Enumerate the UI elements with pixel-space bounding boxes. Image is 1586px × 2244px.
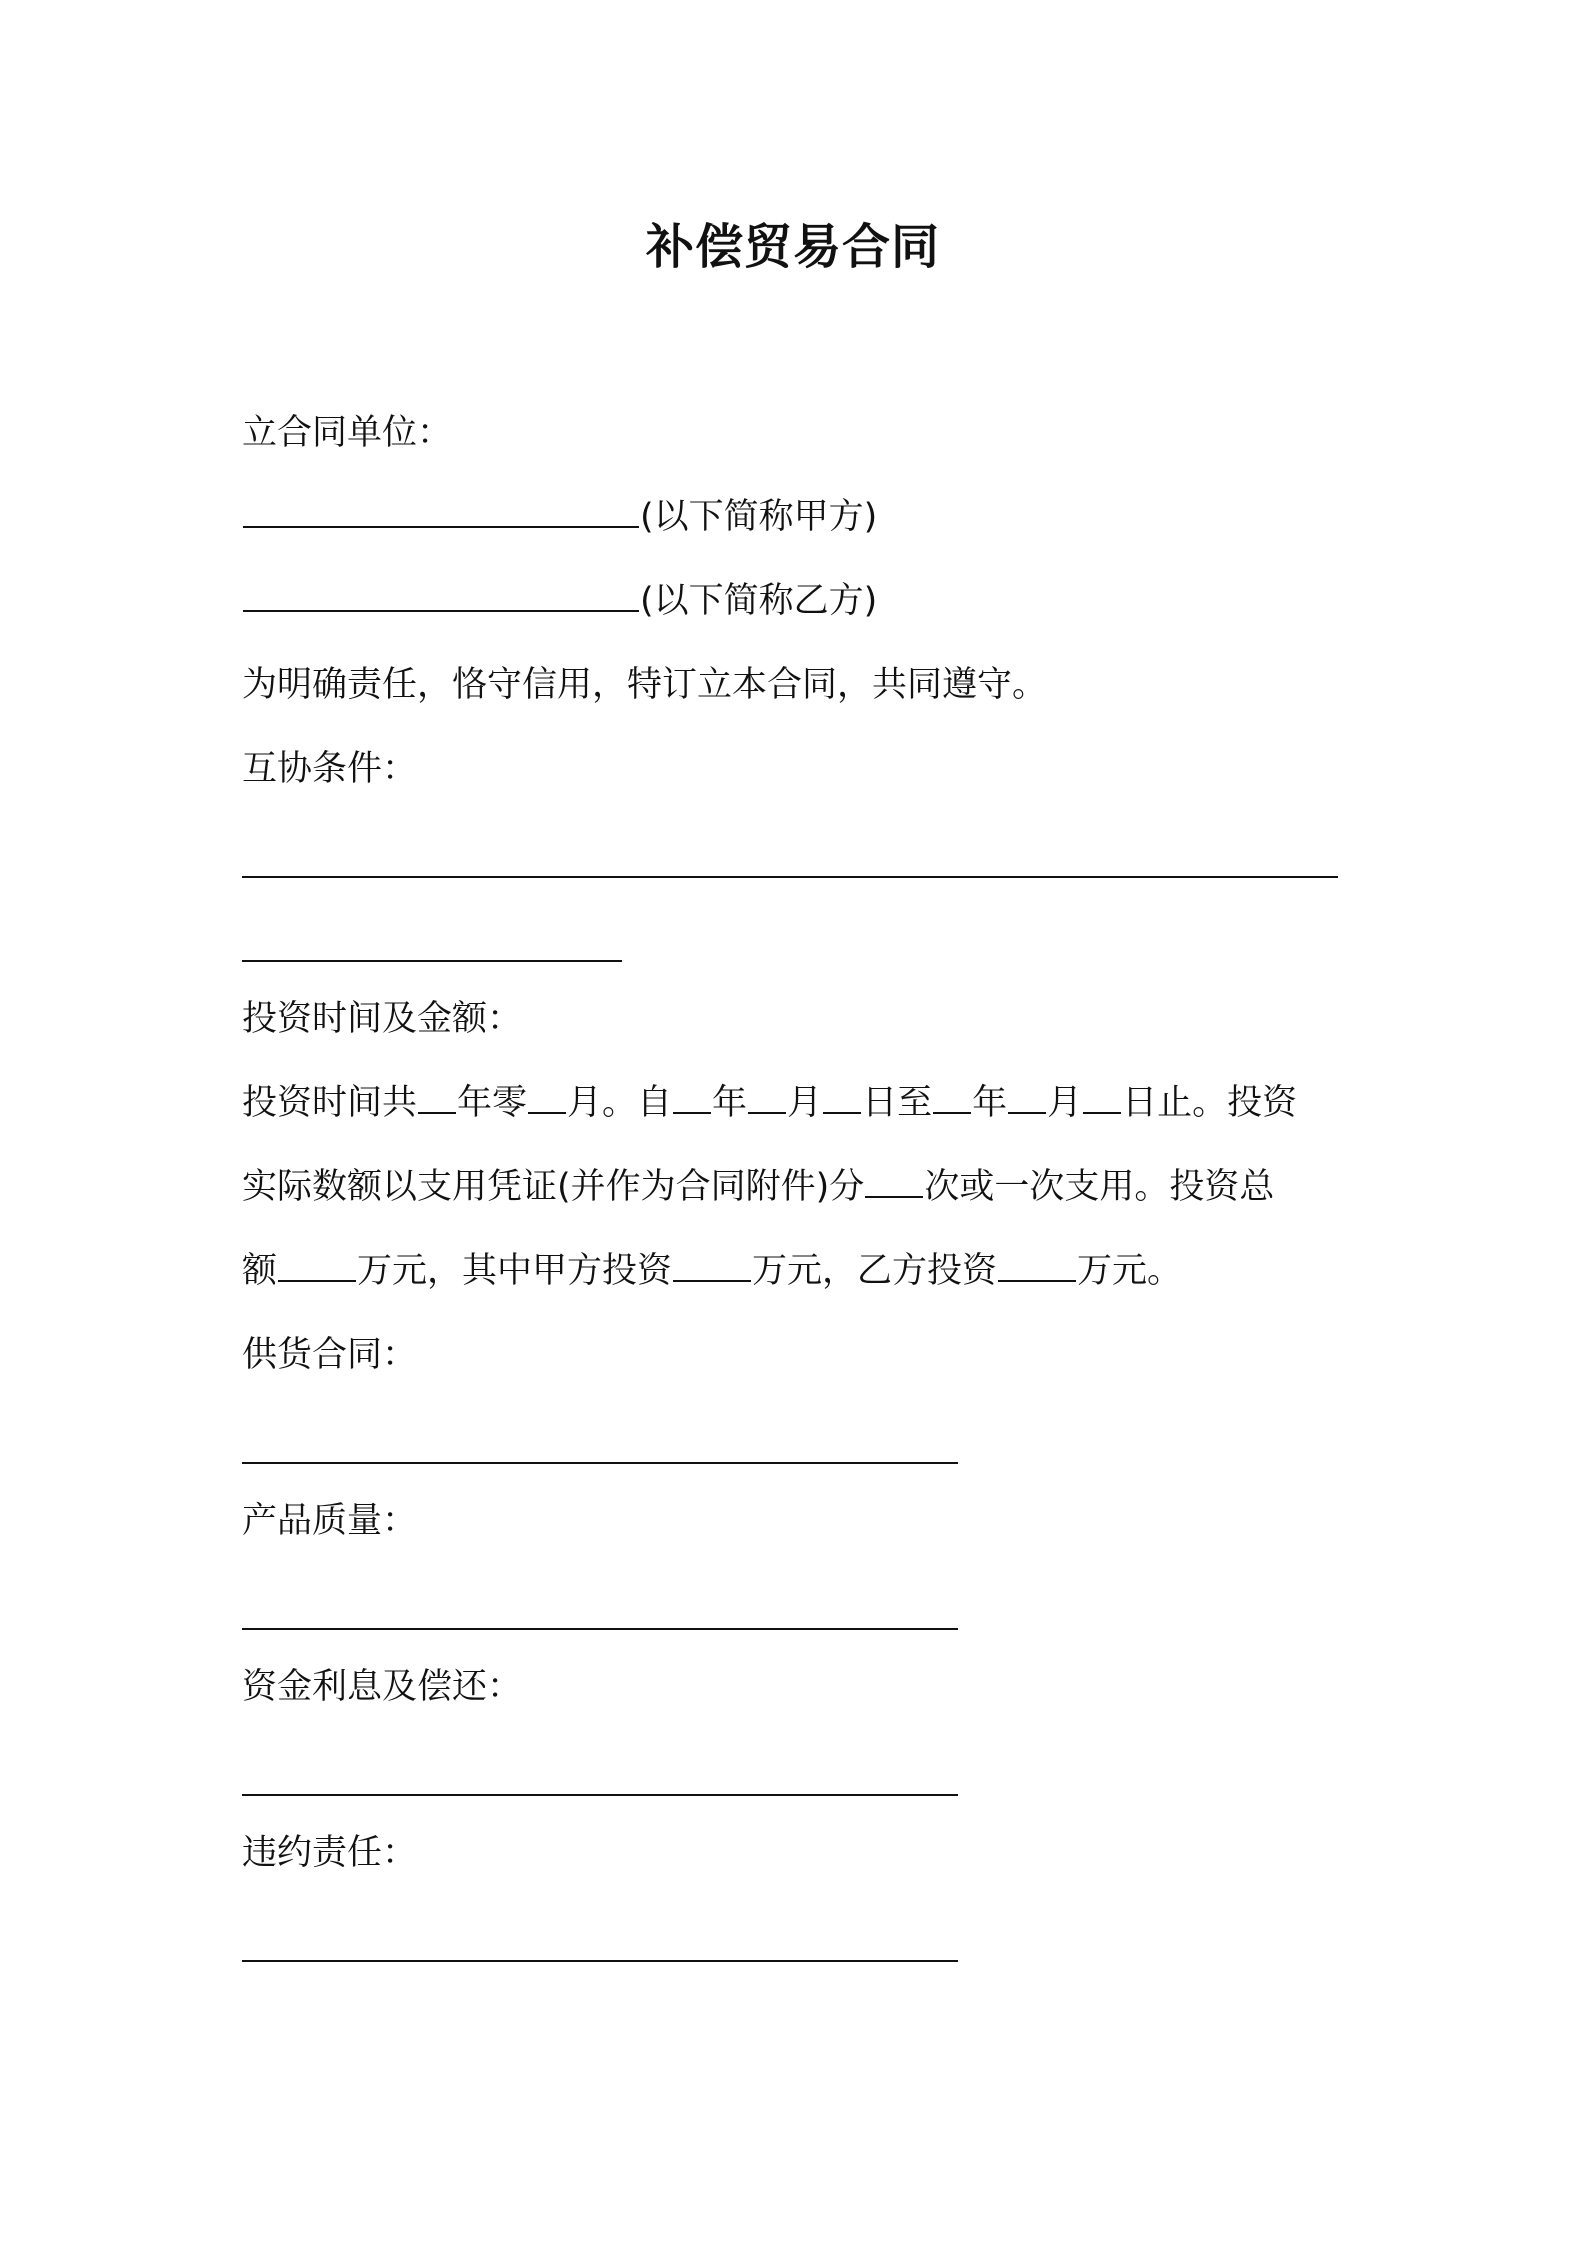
quality-heading: 产品质量： (242, 1501, 418, 1541)
end-day-blank (1083, 1112, 1121, 1114)
liability-heading: 违约责任： (242, 1833, 418, 1873)
party-a-suffix: (以下简称甲方) (640, 497, 878, 537)
start-month-blank (748, 1112, 786, 1114)
supply-blank-line (242, 1462, 958, 1464)
end-month-blank (1008, 1112, 1046, 1114)
party-b-suffix: (以下简称乙方) (640, 581, 878, 621)
investment-text-part: 月。自 (567, 1083, 673, 1123)
cooperation-heading: 互协条件： (242, 749, 418, 789)
document-title: 补偿贸易合同 (645, 219, 940, 275)
liability-blank-line (242, 1960, 958, 1962)
party-b-amount-blank (998, 1280, 1076, 1282)
investment-text-part: 实际数额以支用凭证(并作为合同附件)分 (242, 1167, 865, 1207)
investment-line-1 (242, 1082, 1297, 1124)
investment-text-part: 年 (972, 1083, 1008, 1123)
investment-text-part: 投资时间共 (242, 1083, 418, 1123)
investment-text-part: 万元。 (1077, 1251, 1183, 1291)
years-blank (418, 1112, 456, 1114)
investment-text-part: 日止。投资 (1122, 1083, 1298, 1123)
installments-blank (865, 1196, 923, 1198)
cooperation-blank-line-1 (242, 876, 1338, 878)
supply-heading: 供货合同： (242, 1335, 418, 1375)
end-year-blank (933, 1112, 971, 1114)
start-year-blank (673, 1112, 711, 1114)
investment-line-2 (242, 1166, 1274, 1208)
investment-text-part: 次或一次支用。投资总 (924, 1167, 1275, 1207)
preamble-text: 为明确责任，恪守信用，特订立本合同，共同遵守。 (242, 665, 1048, 705)
investment-text-part: 万元，其中甲方投资 (357, 1251, 673, 1291)
months-blank (528, 1112, 566, 1114)
investment-text-part: 月 (1047, 1083, 1083, 1123)
investment-text-part: 年零 (457, 1083, 528, 1123)
investment-line-3 (242, 1250, 1182, 1292)
party-a-blank (243, 526, 639, 528)
investment-text-part: 年 (712, 1083, 748, 1123)
interest-heading: 资金利息及偿还： (242, 1667, 523, 1707)
cooperation-blank-line-2 (242, 960, 622, 962)
investment-heading: 投资时间及金额： (242, 999, 523, 1039)
investment-text-part: 万元，乙方投资 (752, 1251, 998, 1291)
parties-heading: 立合同单位： (242, 413, 453, 453)
party-b-blank (243, 610, 639, 612)
start-day-blank (823, 1112, 861, 1114)
investment-text-part: 额 (242, 1251, 278, 1291)
party-a-line (242, 496, 877, 538)
investment-text-part: 日至 (862, 1083, 933, 1123)
total-amount-blank (278, 1280, 356, 1282)
party-b-line (242, 580, 877, 622)
investment-text-part: 月 (787, 1083, 823, 1123)
interest-blank-line (242, 1794, 958, 1796)
quality-blank-line (242, 1628, 958, 1630)
party-a-amount-blank (673, 1280, 751, 1282)
